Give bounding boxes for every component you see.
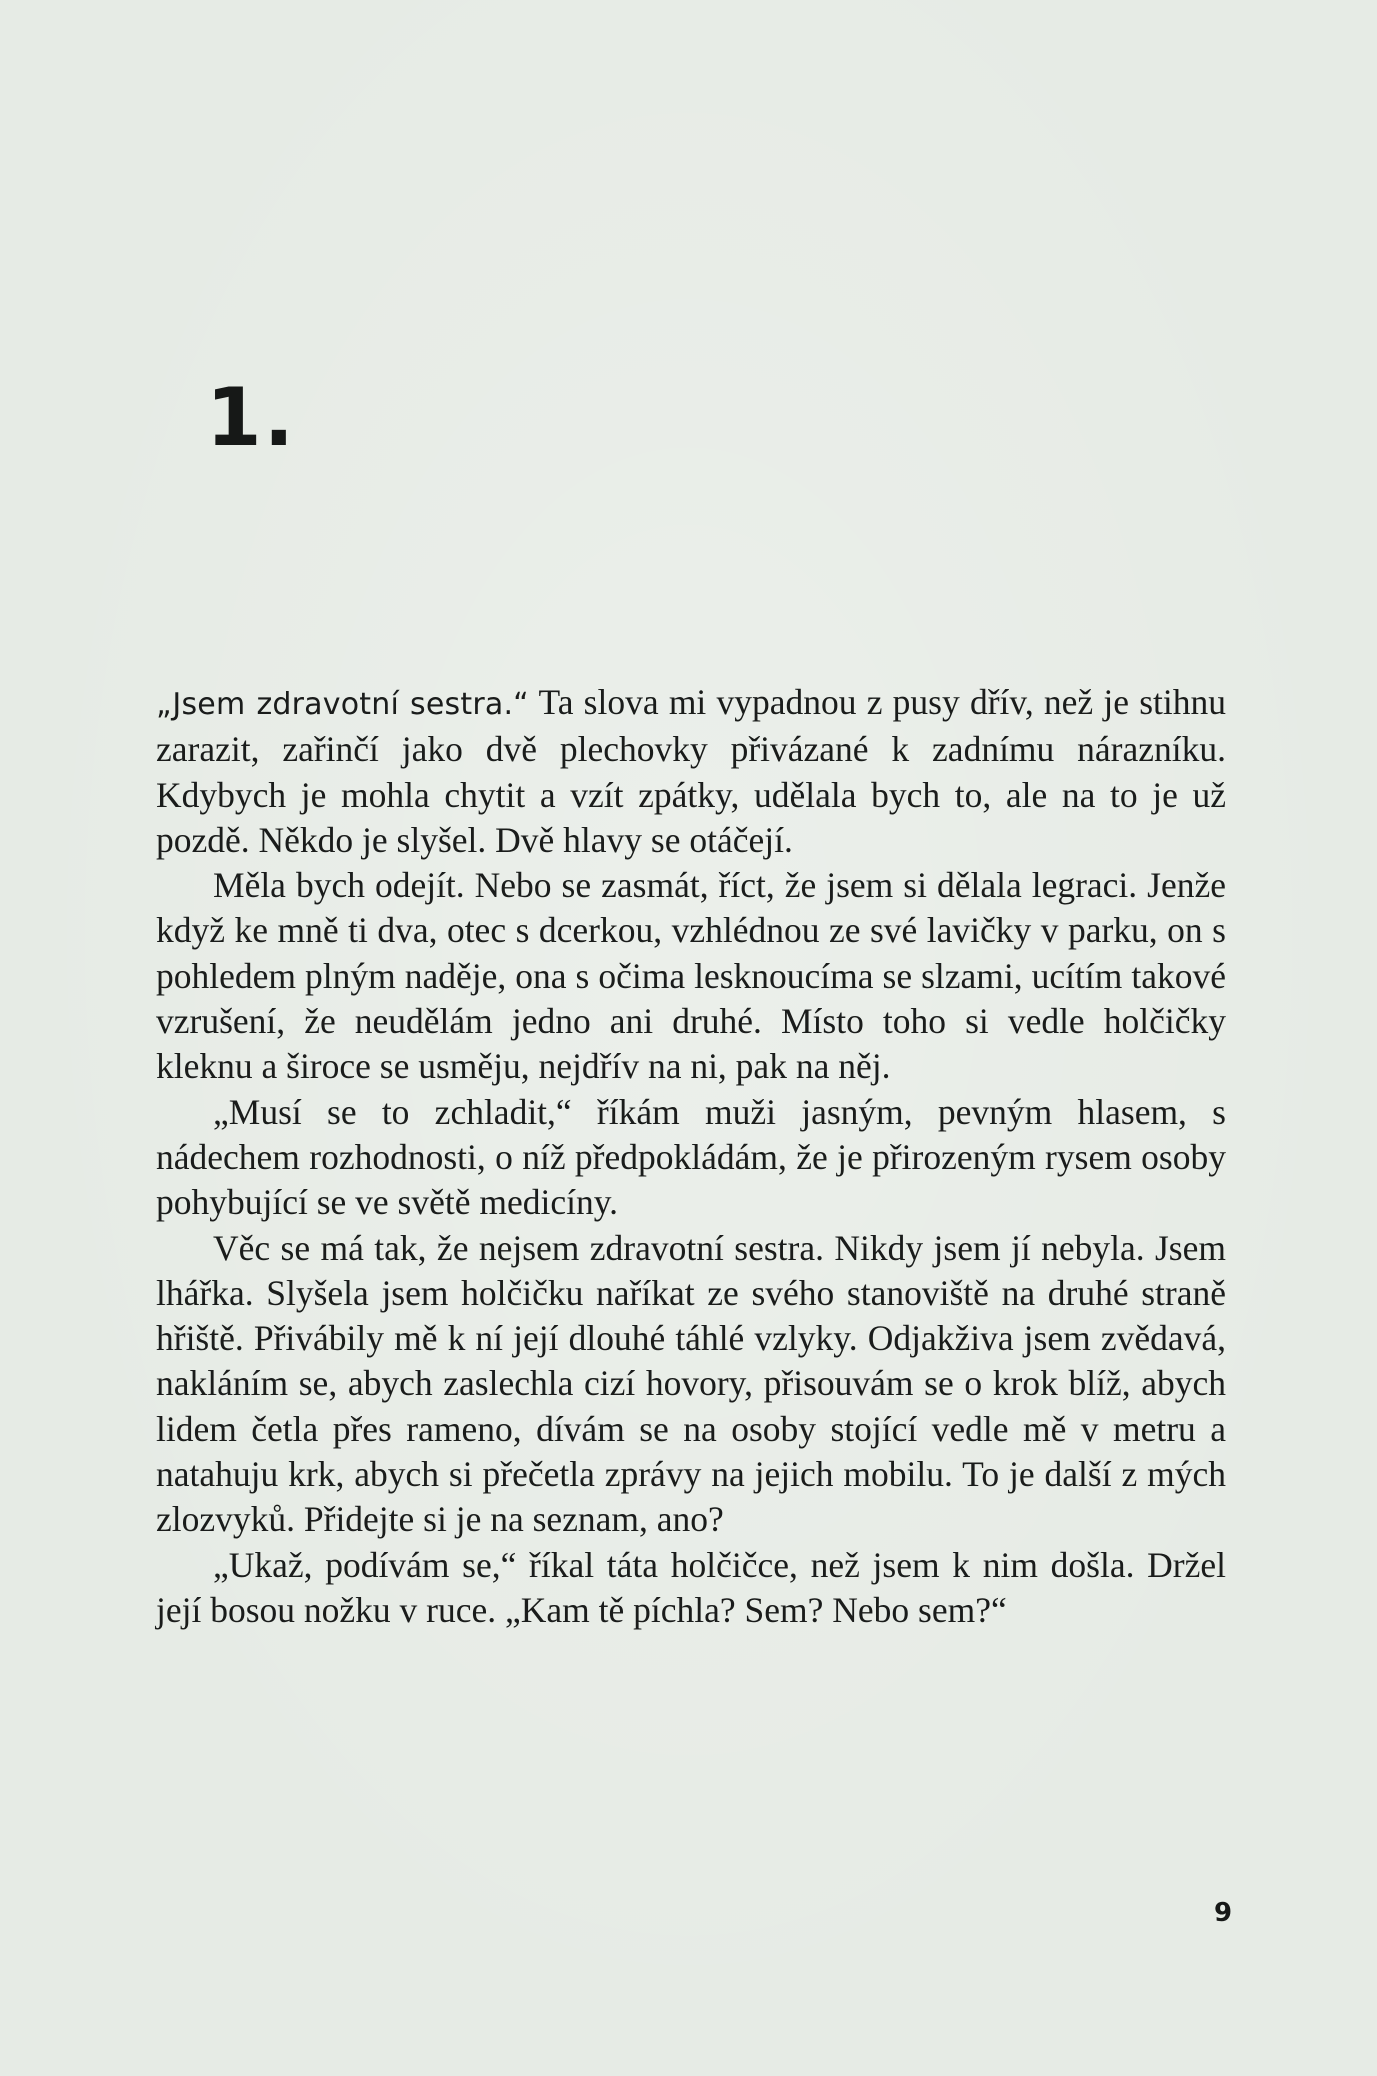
paragraph: „Ukaž, podívám se,“ říkal táta holčičce, než jsem k nim došla. Držel její bosou nožku v ruce. „Kam tě píchla? Sem? Nebo sem?“ <box>156 1544 1226 1630</box>
paragraph-lead-in: „Jsem zdravotní sestra.“ <box>156 687 529 722</box>
paragraph-text: Ta slova mi vypadnou z pusy dřív, než je stihnu zarazit, zařinčí jako dvě plechovky přivázané k zadnímu nárazníku. Kdybych je mohla chytit a vzít zpátky, udělala bych to, ale na to je už pozdě. Někdo je slyšel. Dvě hlavy se otáčejí. <box>156 682 1226 860</box>
paragraph: Věc se má tak, že nejsem zdravotní sestra. Nikdy jsem jí nebyla. Jsem lhářka. Slyšela jsem holčičku naříkat ze svého stanoviště na druhé straně hřiště. Přivábily mě k ní její dlouhé táhlé vzlyky. Odjakživa jsem zvědavá, nakláním se, abych zaslechla cizí hovory, přisouvám se o krok blíž, abych lidem četla přes rameno, dívám se na osoby stojící vedle mě v metru a natahuju krk, abych si přečetla zprávy na jejich mobilu. To je další z mých zlozvyků. Přidejte si je na seznam, ano? <box>156 1227 1226 1540</box>
chapter-number: 1. <box>206 371 297 464</box>
paragraph <box>156 680 1226 863</box>
paragraph: „Musí se to zchladit,“ říkám muži jasným, pevným hlasem, s nádechem rozhodnosti, o níž předpokládám, že je přirozeným rysem osoby pohybující se ve světě medicíny. <box>156 1091 1226 1223</box>
chapter-text <box>156 680 1226 1633</box>
page-number: 9 <box>1214 1898 1233 1928</box>
paragraph: Měla bych odejít. Nebo se zasmát, říct, že jsem si dělala legraci. Jenže když ke mně ti dva, otec s dcerkou, vzhlédnou ze své lavičky v parku, on s pohledem plným naděje, ona s očima lesknoucíma se slzami, ucítím takové vzrušení, že neudělám jedno ani druhé. Místo toho si vedle holčičky kleknu a široce se usměju, nejdřív na ni, pak na něj. <box>156 865 1226 1087</box>
